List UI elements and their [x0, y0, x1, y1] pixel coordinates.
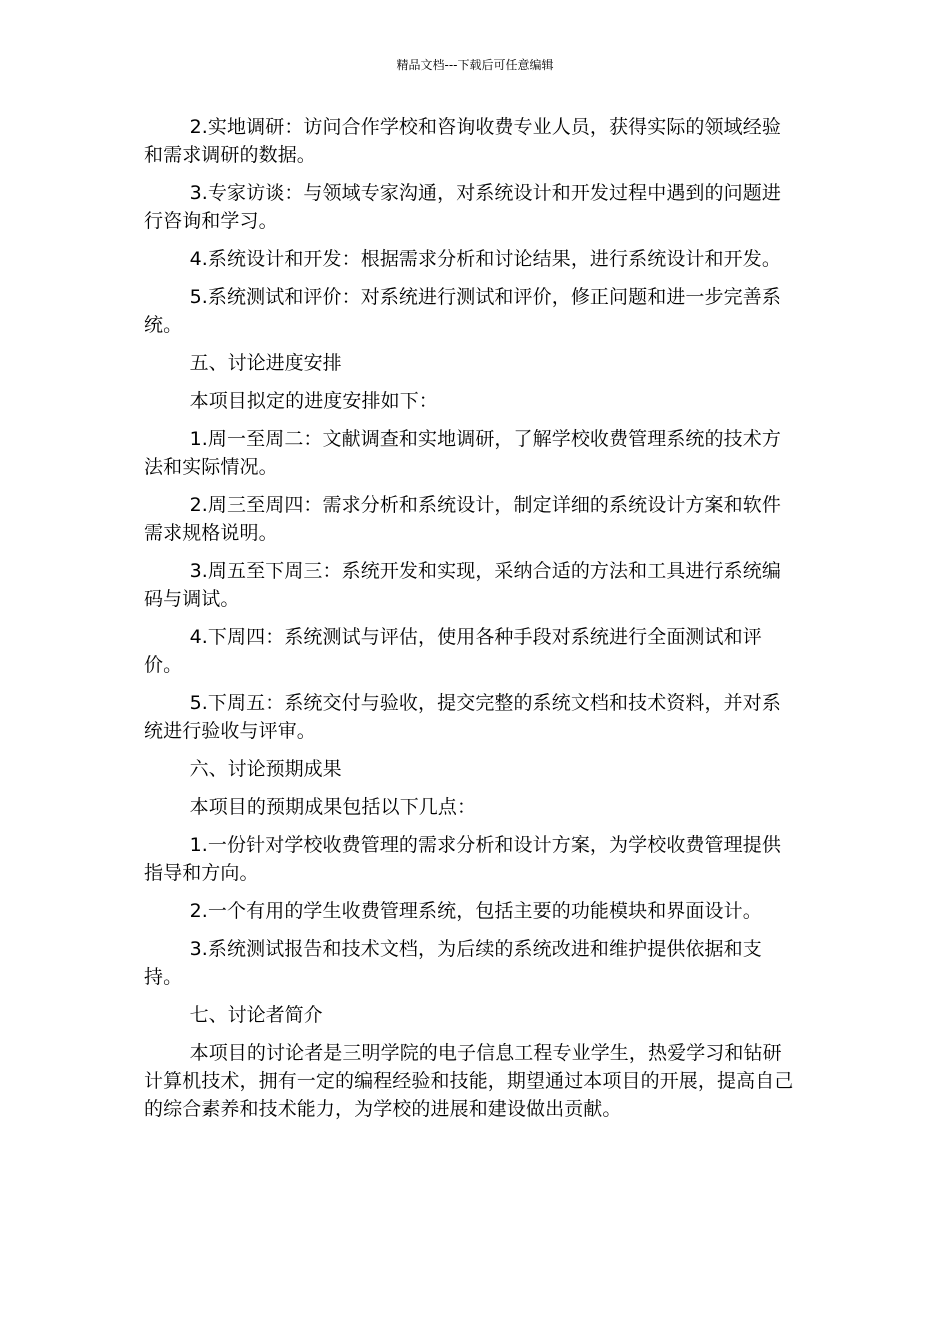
paragraph-schedule-2: 2.周三至周四：需求分析和系统设计，制定详细的系统设计方案和软件需求规格说明。	[144, 494, 781, 544]
section-heading-schedule: 五、讨论进度安排	[189, 352, 342, 374]
paragraph-expert-interview: 3.专家访谈：与领域专家沟通，对系统设计和开发过程中遇到的问题进行咨询和学习。	[144, 182, 781, 232]
paragraph-outcome-2: 2.一个有用的学生收费管理系统，包括主要的功能模块和界面设计。	[189, 900, 762, 922]
paragraph-schedule-intro: 本项目拟定的进度安排如下：	[189, 390, 438, 412]
paragraph-outcome-1: 1.一份针对学校收费管理的需求分析和设计方案，为学校收费管理提供指导和方向。	[144, 834, 781, 884]
paragraph-schedule-3: 3.周五至下周三：系统开发和实现，采纳合适的方法和工具进行系统编码与调试。	[144, 560, 781, 610]
section-heading-outcomes: 六、讨论预期成果	[189, 758, 342, 780]
paragraph-schedule-5: 5.下周五：系统交付与验收，提交完整的系统文档和技术资料，并对系统进行验收与评审。	[144, 692, 781, 742]
paragraph-system-design: 4.系统设计和开发：根据需求分析和讨论结果，进行系统设计和开发。	[189, 248, 781, 270]
paragraph-field-research: 2.实地调研：访问合作学校和咨询收费专业人员，获得实际的领域经验和需求调研的数据。	[144, 116, 781, 166]
paragraph-system-testing: 5.系统测试和评价：对系统进行测试和评价，修正问题和进一步完善系统。	[144, 286, 781, 336]
page-header: 精品文档---下载后可任意编辑	[396, 58, 554, 72]
paragraph-schedule-4: 4.下周四：系统测试与评估，使用各种手段对系统进行全面测试和评价。	[144, 626, 762, 676]
paragraph-outcomes-intro: 本项目的预期成果包括以下几点：	[189, 796, 477, 818]
paragraph-researcher-bio: 本项目的讨论者是三明学院的电子信息工程专业学生，热爱学习和钻研计算机技术，拥有一定的编程经验和技能，期望通过本项目的开展，提高自己的综合素养和技术能力，为学校的进展和建设做出贡献。	[144, 1042, 794, 1120]
paragraph-schedule-1: 1.周一至周二：文献调查和实地调研，了解学校收费管理系统的技术方法和实际情况。	[144, 428, 781, 478]
paragraph-outcome-3: 3.系统测试报告和技术文档，为后续的系统改进和维护提供依据和支持。	[144, 938, 762, 988]
document-body	[144, 113, 796, 1133]
section-heading-researcher: 七、讨论者简介	[189, 1004, 323, 1026]
